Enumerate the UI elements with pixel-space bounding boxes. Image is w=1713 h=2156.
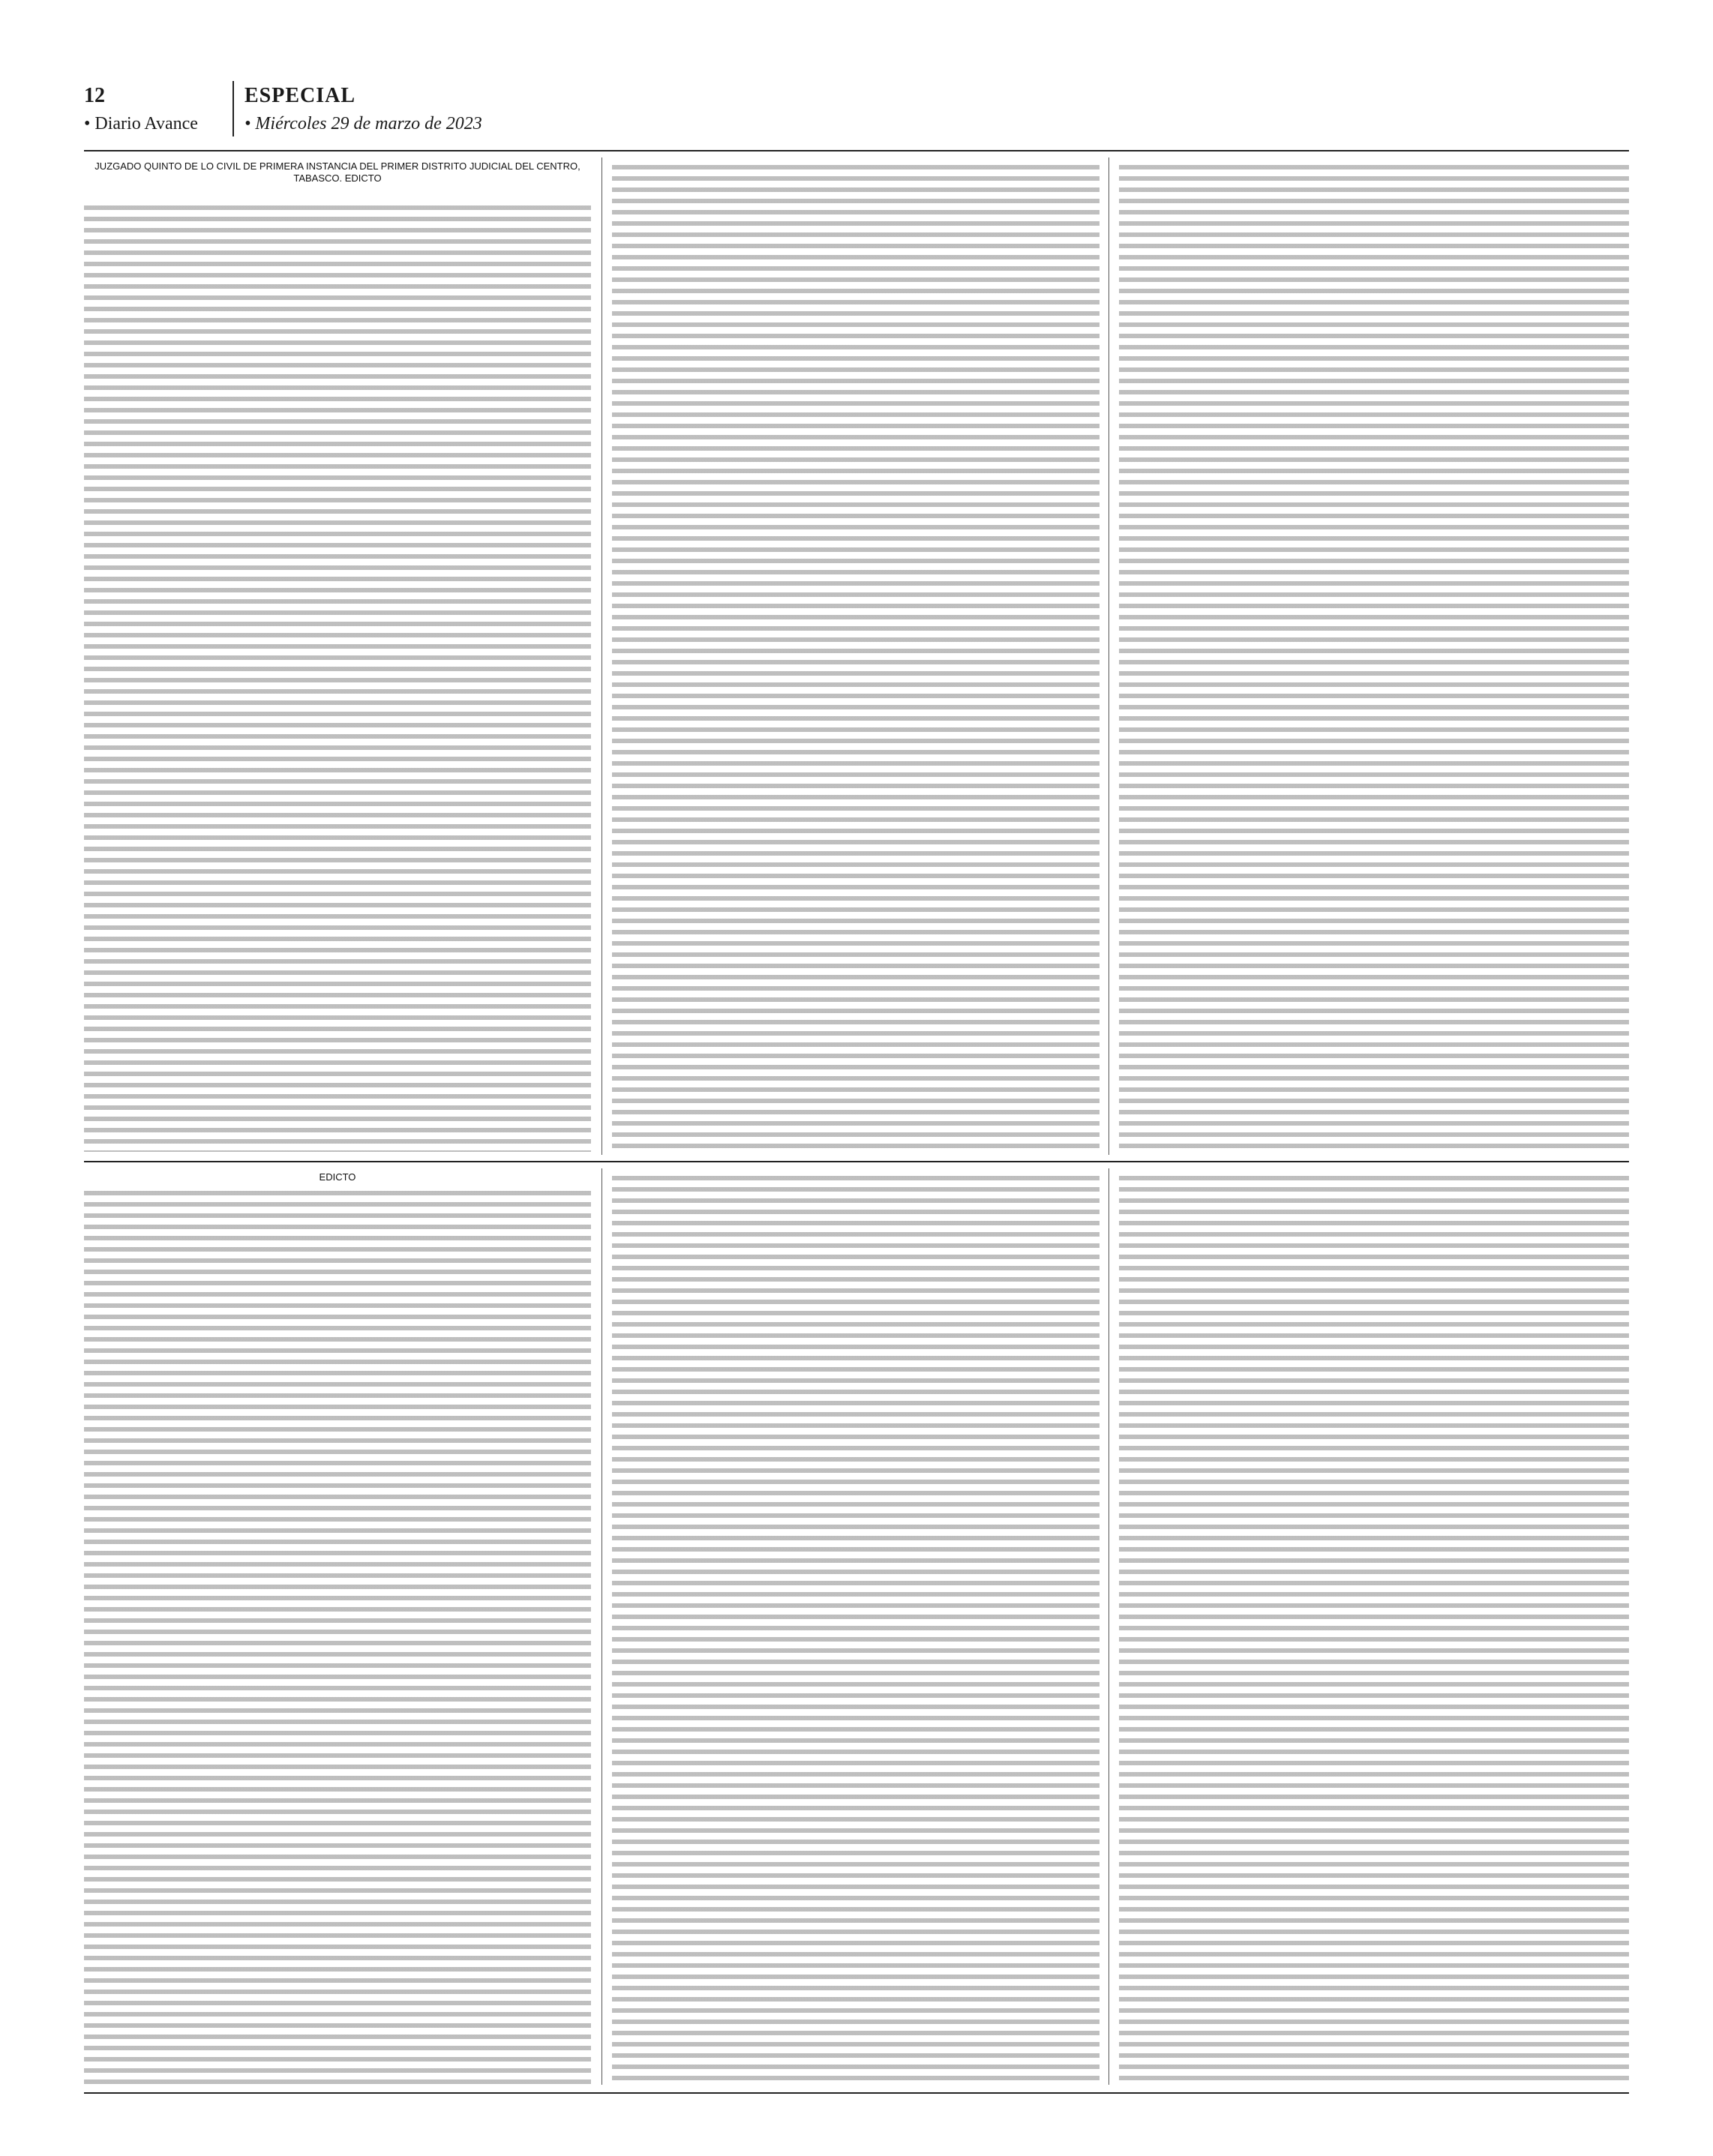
masthead-divider — [232, 81, 234, 136]
section-title: ESPECIAL — [244, 84, 356, 107]
notice-heading: EDICTO — [319, 1171, 356, 1183]
notice-column-bottom-left — [84, 1171, 591, 2085]
notice-heading: JUZGADO QUINTO DE LO CIVIL DE PRIMERA INSTANCIA DEL PRIMER DISTRITO JUDICIAL DEL CENTRO, TABASCO. EDICTO — [94, 160, 580, 184]
notice-column-top-left — [84, 160, 591, 1152]
bottom-rule — [84, 2092, 1629, 2094]
notice-column-bottom-right — [1119, 1171, 1629, 2085]
masthead — [84, 81, 1629, 141]
notice-body-text — [612, 165, 1100, 1152]
publication-date: • Miércoles 29 de marzo de 2023 — [244, 114, 482, 133]
middle-rule — [84, 1161, 1629, 1162]
notice-body-text — [84, 205, 591, 1152]
notice-body-text — [612, 1176, 1100, 2085]
column-divider — [1108, 1168, 1109, 2085]
column-divider — [1108, 157, 1109, 1155]
notice-body-text — [1119, 1176, 1629, 2085]
notice-body-text — [84, 1191, 591, 2085]
notice-column-bottom-center — [612, 1171, 1100, 2085]
notice-body-text — [1119, 165, 1629, 1152]
notice-column-top-center — [612, 160, 1100, 1152]
top-rule — [84, 150, 1629, 151]
notice-column-top-right — [1119, 160, 1629, 1152]
page-number: 12 — [84, 84, 105, 107]
publication-name: • Diario Avance — [84, 114, 198, 133]
